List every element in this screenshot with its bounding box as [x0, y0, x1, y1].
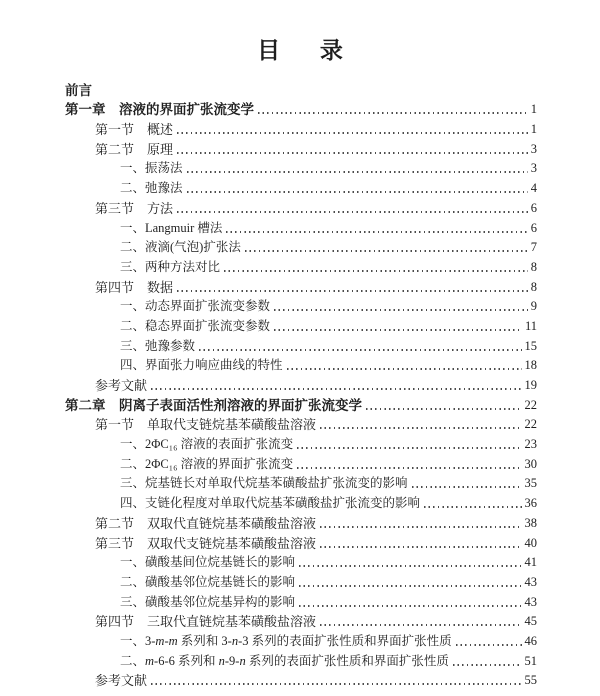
toc-entry-title: 第二节 原理 — [95, 141, 174, 157]
toc-entry-title: 第一章 溶液的界面扩张流变学 — [65, 102, 254, 118]
toc-entry — [65, 433, 537, 453]
toc-entry-title: 二、稳态界面扩张流变参数 — [120, 318, 271, 333]
dot-leader — [299, 585, 521, 587]
dot-leader — [226, 231, 527, 233]
dot-leader — [177, 152, 528, 154]
toc-entry — [65, 237, 537, 257]
toc-entry-title: 第一节 单取代支链烷基苯磺酸盐溶液 — [95, 417, 317, 433]
toc-entry-title: 第二章 阴离子表面活性剂溶液的界面扩张流变学 — [65, 397, 362, 413]
dot-leader — [320, 427, 521, 429]
dot-leader — [320, 624, 521, 626]
page-number: 8 — [530, 259, 537, 274]
dot-leader — [366, 408, 522, 410]
toc-entry — [65, 512, 537, 532]
dot-leader — [274, 309, 528, 311]
toc-entry-title: 第四节 三取代直链烷基苯磺酸盐溶液 — [95, 614, 317, 630]
toc-entry-title: 一、磺酸基间位烷基链长的影响 — [120, 555, 296, 570]
page-number: 7 — [530, 240, 537, 255]
toc-entry — [65, 394, 537, 414]
toc-entry-title: 参考文献 — [95, 673, 148, 689]
toc-entry — [65, 355, 537, 375]
toc-entry — [65, 630, 537, 650]
dot-leader — [412, 486, 522, 488]
toc-entry — [65, 591, 537, 611]
toc-entry — [65, 650, 537, 670]
toc-entry-title: 第二节 双取代直链烷基苯磺酸盐溶液 — [95, 515, 317, 531]
page-number: 35 — [524, 476, 537, 491]
dot-leader — [424, 506, 521, 508]
toc-entry — [65, 453, 537, 473]
dot-leader — [187, 171, 528, 173]
dot-leader — [187, 191, 528, 193]
dot-leader — [297, 467, 521, 469]
toc-entry-title: 第一节 概述 — [95, 122, 174, 138]
dot-leader — [177, 132, 528, 134]
page-number: 19 — [524, 378, 537, 392]
dot-leader — [320, 526, 521, 528]
dot-leader — [151, 388, 521, 390]
dot-leader — [96, 93, 534, 95]
toc-entry-title: 第四节 数据 — [95, 279, 174, 295]
dot-leader — [456, 644, 522, 646]
page-number: 15 — [524, 338, 537, 353]
toc-entry — [65, 473, 537, 493]
toc-entry — [65, 217, 537, 237]
toc-entry — [65, 670, 537, 690]
page-number: 41 — [524, 555, 537, 570]
toc-entry — [65, 158, 537, 178]
toc-entry-title: 一、振荡法 — [120, 161, 183, 176]
page-number: 45 — [524, 614, 537, 629]
toc-entry — [65, 532, 537, 552]
toc-entry-title: 第三节 方法 — [95, 200, 174, 216]
page-number: 38 — [524, 515, 537, 530]
dot-leader — [274, 329, 522, 331]
page-number: 46 — [524, 633, 537, 648]
dot-leader — [245, 250, 528, 252]
toc-entry-title: 二、弛豫法 — [120, 181, 183, 196]
page-number: 36 — [524, 496, 537, 511]
toc-entry — [65, 414, 537, 434]
dot-leader — [287, 368, 522, 370]
toc-entry-title: 三、磺酸基邻位烷基异构的影响 — [120, 594, 296, 609]
page-number: 1 — [530, 122, 537, 137]
page-number: 40 — [524, 535, 537, 550]
toc-entry-title: 一、Langmuir 槽法 — [120, 220, 223, 235]
dot-leader — [299, 565, 521, 567]
toc-entry — [65, 177, 537, 197]
toc-entry-title: 四、界面张力响应曲线的特性 — [120, 358, 283, 373]
dot-leader — [258, 112, 528, 114]
page-number: 3 — [530, 141, 537, 156]
toc-entry-title: 一、2ΦC₁₆ 溶液的表面扩张流变 — [120, 437, 294, 452]
page-number: 43 — [524, 574, 537, 589]
toc-entry — [65, 118, 537, 138]
page-number: 30 — [524, 456, 537, 471]
page-number: 22 — [524, 397, 537, 412]
toc-entry — [65, 492, 537, 512]
page-number: 51 — [524, 653, 537, 668]
page-number: 4 — [530, 181, 537, 196]
dot-leader — [453, 664, 522, 666]
page-number: 18 — [524, 358, 537, 373]
page-number: 23 — [524, 437, 537, 452]
page-title: 目 录 — [257, 38, 345, 63]
dot-leader — [177, 211, 528, 213]
page-number: 55 — [524, 673, 537, 688]
toc-entry — [65, 611, 537, 631]
page-number: 22 — [524, 417, 537, 432]
toc-entry — [65, 99, 537, 119]
toc-entry — [65, 256, 537, 276]
dot-leader — [199, 349, 521, 351]
toc-entry-title: 参考文献 — [95, 378, 148, 393]
toc-entry-title: 第三节 双取代支链烷基苯磺酸盐溶液 — [95, 535, 317, 551]
toc-entry-title: 二、液滴(气泡)扩张法 — [120, 240, 241, 255]
toc-entry — [65, 315, 537, 335]
page-number: 43 — [524, 594, 537, 609]
page-number: 9 — [530, 299, 537, 314]
dot-leader — [224, 270, 528, 272]
page-number: 6 — [530, 220, 537, 235]
toc-entry — [65, 296, 537, 316]
dot-leader — [177, 290, 528, 292]
dot-leader — [151, 683, 521, 685]
toc-entry-title: 三、两种方法对比 — [120, 259, 221, 274]
toc-entry — [65, 374, 537, 394]
page-number: 1 — [530, 102, 537, 117]
toc-list — [65, 79, 537, 689]
toc-entry-title: 前言 — [65, 82, 92, 98]
toc-entry — [65, 276, 537, 296]
dot-leader — [320, 546, 521, 548]
toc-entry-title: 二、磺酸基邻位烷基链长的影响 — [120, 574, 296, 589]
toc-entry-title: 三、烷基链长对单取代烷基苯磺酸盐扩张流变的影响 — [120, 476, 408, 491]
toc-entry — [65, 335, 537, 355]
dot-leader — [297, 447, 521, 449]
page-number: 6 — [530, 200, 537, 215]
page-number: 11 — [524, 318, 537, 333]
toc-entry-title: 四、支链化程度对单取代烷基苯磺酸盐扩张流变的影响 — [120, 496, 421, 511]
page-number: 3 — [530, 161, 537, 176]
toc-entry-title: 二、2ΦC₁₆ 溶液的界面扩张流变 — [120, 456, 294, 471]
toc-entry-title: 三、弛豫参数 — [120, 338, 196, 353]
toc-entry — [65, 571, 537, 591]
page-number: 8 — [530, 279, 537, 294]
toc-entry — [65, 79, 537, 99]
toc-entry — [65, 138, 537, 158]
toc-entry-title: 一、动态界面扩张流变参数 — [120, 299, 271, 314]
dot-leader — [299, 605, 521, 607]
toc-entry — [65, 552, 537, 572]
toc-entry-title: 二、m-6-6 系列和 n-9-n 系列的表面扩张性质和界面扩张性质 — [120, 653, 449, 668]
toc-entry — [65, 197, 537, 217]
toc-entry-title: 一、3-m-m 系列和 3-n-3 系列的表面扩张性质和界面扩张性质 — [120, 633, 452, 648]
